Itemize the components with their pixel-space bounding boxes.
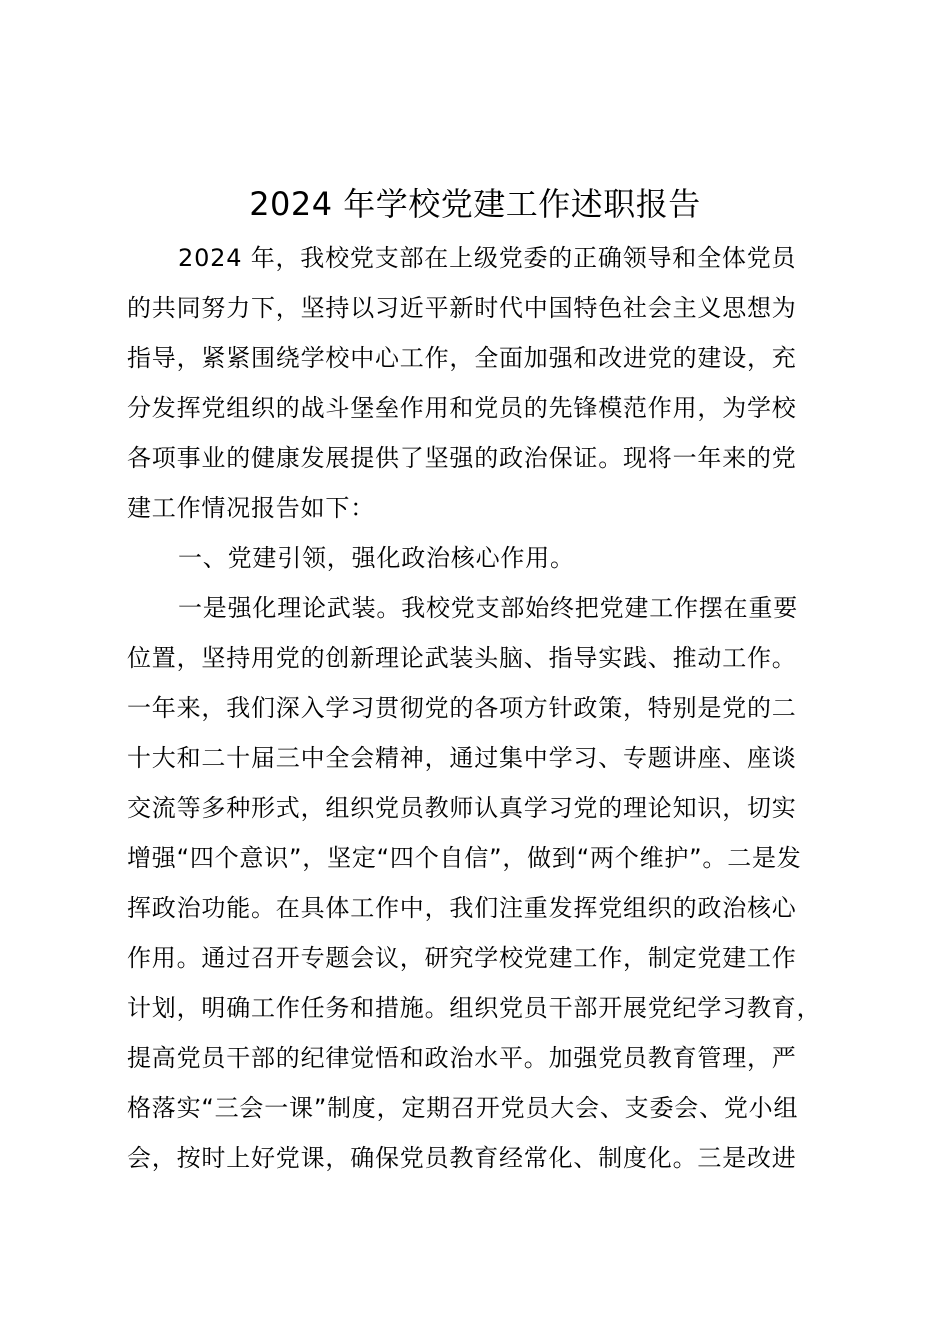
paragraph-line: 一年来，我们深入学习贯彻党的各项方针政策，特别是党的二	[127, 694, 797, 722]
document-body	[127, 233, 837, 1183]
paragraph-line: 计划，明确工作任务和措施。组织党员干部开展党纪学习教育，	[127, 994, 822, 1022]
paragraph-line: 十大和二十届三中全会精神，通过集中学习、专题讲座、座谈	[127, 744, 797, 772]
paragraph-line: 各项事业的健康发展提供了坚强的政治保证。现将一年来的党	[127, 444, 797, 472]
paragraph-line: 建工作情况报告如下：	[127, 494, 375, 522]
paragraph-line: 增强“四个意识”，坚定“四个自信”，做到“两个维护”。二是发	[127, 844, 802, 872]
paragraph-line: 作用。通过召开专题会议，研究学校党建工作，制定党建工作	[127, 944, 797, 972]
paragraph-line: 位置，坚持用党的创新理论武装头脑、指导实践、推动工作。	[127, 644, 797, 672]
page-title: 2024 年学校党建工作述职报告	[249, 185, 701, 223]
paragraph-line: 2024 年，我校党支部在上级党委的正确领导和全体党员	[178, 244, 797, 272]
paragraph-line: 的共同努力下，坚持以习近平新时代中国特色社会主义思想为	[127, 294, 797, 322]
section-heading: 一、党建引领，强化政治核心作用。	[178, 544, 575, 572]
paragraph-line: 格落实“三会一课”制度，定期召开党员大会、支委会、党小组	[127, 1094, 799, 1122]
paragraph-line: 分发挥党组织的战斗堡垒作用和党员的先锋模范作用，为学校	[127, 394, 797, 422]
paragraph-line: 一是强化理论武装。我校党支部始终把党建工作摆在重要	[178, 594, 798, 622]
paragraph-line: 会，按时上好党课，确保党员教育经常化、制度化。三是改进	[127, 1144, 797, 1172]
paragraph-line: 提高党员干部的纪律觉悟和政治水平。加强党员教育管理，严	[127, 1044, 797, 1072]
paragraph-line: 挥政治功能。在具体工作中，我们注重发挥党组织的政治核心	[127, 894, 797, 922]
paragraph-line: 指导，紧紧围绕学校中心工作，全面加强和改进党的建设，充	[127, 344, 797, 372]
paragraph-line: 交流等多种形式，组织党员教师认真学习党的理论知识，切实	[127, 794, 797, 822]
